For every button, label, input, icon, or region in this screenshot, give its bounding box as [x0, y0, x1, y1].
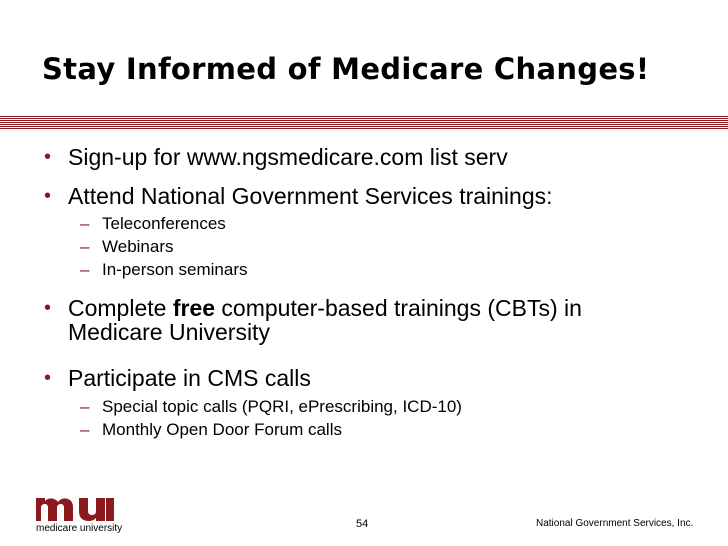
- sub-bullet-marker: –: [80, 260, 90, 279]
- bullet-continuation: [68, 321, 270, 344]
- bullet-text-bold: free: [172, 295, 216, 321]
- bullet-text-pre: Complete: [68, 295, 173, 321]
- sub-bullet-marker: –: [80, 420, 90, 439]
- sub-bullet-marker: –: [80, 237, 90, 256]
- sub-bullet-item: [80, 397, 462, 417]
- slide-title: Stay Informed of Medicare Changes!: [42, 52, 650, 86]
- bullet-text: Attend National Government Services trainings:: [68, 183, 553, 209]
- bullet-marker: •: [44, 185, 52, 207]
- bullet-item: [44, 365, 311, 391]
- footer-company: National Government Services, Inc.: [536, 518, 694, 529]
- bullet-marker: •: [44, 297, 52, 319]
- bullet-item: [44, 144, 508, 170]
- sub-bullet-item: [80, 420, 342, 440]
- bullet-text: Medicare University: [68, 319, 270, 345]
- sub-bullet-marker: –: [80, 214, 90, 233]
- bullet-text: Sign-up for www.ngsmedicare.com list serv: [68, 144, 508, 170]
- bullet-item: [44, 295, 582, 321]
- sub-bullet-text: In-person seminars: [102, 260, 248, 279]
- sub-bullet-item: [80, 237, 174, 257]
- bullet-text: Participate in CMS calls: [68, 365, 311, 391]
- sub-bullet-text: Special topic calls (PQRI, ePrescribing, ICD-10): [102, 397, 462, 416]
- bullet-item: [44, 183, 553, 209]
- page-number: 54: [356, 518, 369, 530]
- sub-bullet-item: [80, 214, 226, 234]
- title-divider: [0, 116, 728, 129]
- bullet-text-post: computer-based trainings (CBTs) in: [215, 295, 582, 321]
- sub-bullet-marker: –: [80, 397, 90, 416]
- bullet-marker: •: [44, 367, 52, 389]
- sub-bullet-item: [80, 260, 248, 280]
- logo-caption: medicare university: [36, 523, 123, 534]
- bullet-marker: •: [44, 146, 52, 168]
- sub-bullet-text: Monthly Open Door Forum calls: [102, 420, 342, 439]
- sub-bullet-text: Teleconferences: [102, 214, 226, 233]
- sub-bullet-text: Webinars: [102, 237, 174, 256]
